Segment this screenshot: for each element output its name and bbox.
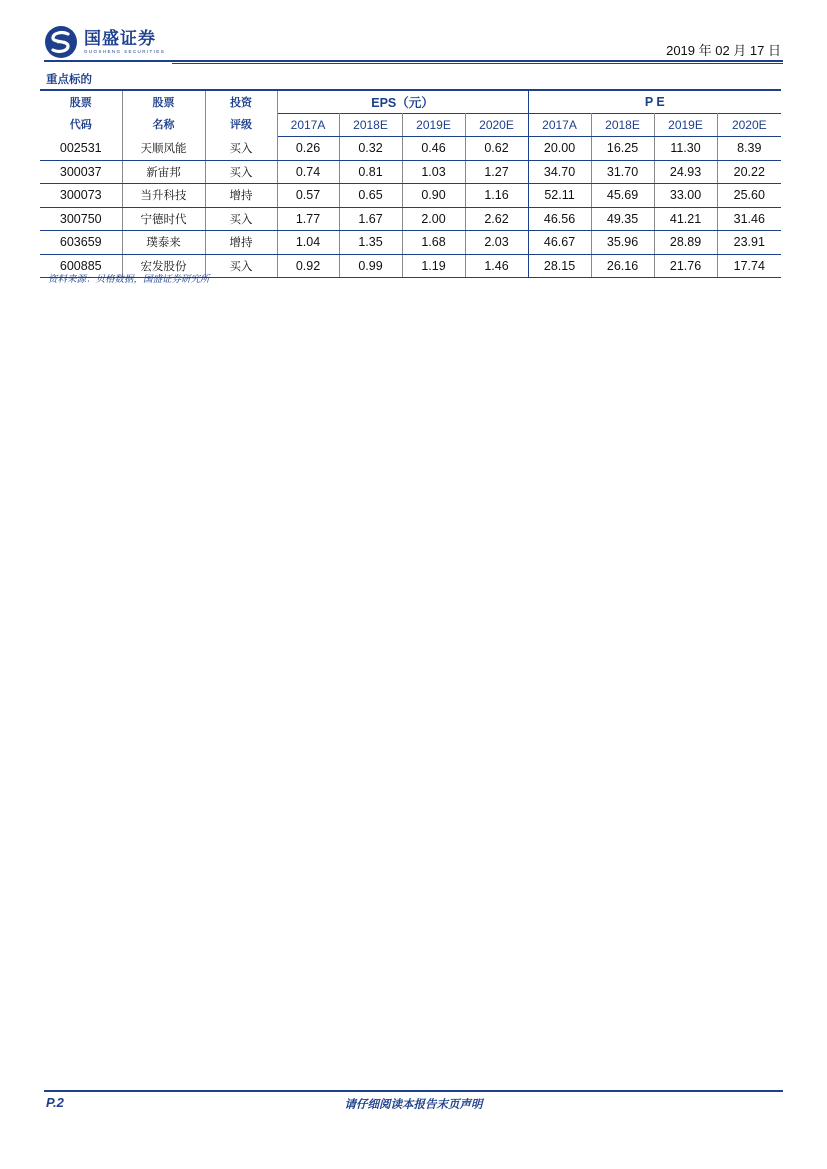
table-row <box>40 137 781 161</box>
pe-value: 20.22 <box>717 160 781 184</box>
footer-divider <box>44 1090 783 1092</box>
source-note: 资料来源：贝格数据，国盛证券研究所 <box>48 274 210 285</box>
pe-year-header: 2017A <box>528 114 591 137</box>
company-logo <box>44 24 165 60</box>
table-row <box>40 184 781 208</box>
eps-value: 0.81 <box>339 160 402 184</box>
pe-value: 20.00 <box>528 137 591 161</box>
pe-year-header: 2020E <box>717 114 781 137</box>
eps-value: 1.27 <box>465 160 528 184</box>
eps-value: 0.65 <box>339 184 402 208</box>
eps-value: 0.26 <box>277 137 339 161</box>
stock-rating: 买入 <box>205 254 277 278</box>
stock-code: 603659 <box>40 231 122 255</box>
pe-value: 8.39 <box>717 137 781 161</box>
eps-value: 1.35 <box>339 231 402 255</box>
eps-value: 1.77 <box>277 207 339 231</box>
pe-value: 34.70 <box>528 160 591 184</box>
pe-year-header: 2018E <box>591 114 654 137</box>
eps-value: 0.32 <box>339 137 402 161</box>
stock-rating: 增持 <box>205 231 277 255</box>
pe-year-header: 2019E <box>654 114 717 137</box>
eps-year-header: 2019E <box>402 114 465 137</box>
table-row <box>40 231 781 255</box>
stock-name: 天顺风能 <box>122 137 205 161</box>
pe-value: 33.00 <box>654 184 717 208</box>
eps-value: 0.99 <box>339 254 402 278</box>
stock-rating: 买入 <box>205 160 277 184</box>
pe-value: 35.96 <box>591 231 654 255</box>
eps-group-header: EPS（元） <box>277 90 528 114</box>
pe-value: 31.46 <box>717 207 781 231</box>
pe-value: 46.67 <box>528 231 591 255</box>
header-row-1 <box>40 90 781 114</box>
stock-rating: 增持 <box>205 184 277 208</box>
eps-value: 2.03 <box>465 231 528 255</box>
stock-name: 璞泰来 <box>122 231 205 255</box>
code-header: 股票 代码 <box>40 90 122 137</box>
eps-value: 1.46 <box>465 254 528 278</box>
eps-value: 2.00 <box>402 207 465 231</box>
stock-name: 新宙邦 <box>122 160 205 184</box>
eps-value: 0.74 <box>277 160 339 184</box>
eps-value: 0.57 <box>277 184 339 208</box>
logo-wordmark: 国盛证券 <box>84 29 156 49</box>
footer-disclaimer: 请仔细阅读本报告末页声明 <box>344 1097 483 1111</box>
table-row <box>40 207 781 231</box>
eps-year-header: 2020E <box>465 114 528 137</box>
pe-value: 21.76 <box>654 254 717 278</box>
stock-code: 300037 <box>40 160 122 184</box>
stock-rating: 买入 <box>205 207 277 231</box>
pe-value: 11.30 <box>654 137 717 161</box>
stock-rating: 买入 <box>205 137 277 161</box>
stock-code: 300750 <box>40 207 122 231</box>
pe-value: 41.21 <box>654 207 717 231</box>
pe-value: 28.15 <box>528 254 591 278</box>
stock-name: 宏发股份 <box>122 254 205 278</box>
page-number: P.2 <box>46 1095 64 1110</box>
pe-value: 23.91 <box>717 231 781 255</box>
header-divider-thin <box>172 63 783 64</box>
pe-value: 46.56 <box>528 207 591 231</box>
stock-name: 宁德时代 <box>122 207 205 231</box>
eps-year-header: 2017A <box>277 114 339 137</box>
stock-code: 300073 <box>40 184 122 208</box>
key-stocks-table <box>40 89 781 278</box>
pe-value: 49.35 <box>591 207 654 231</box>
pe-value: 45.69 <box>591 184 654 208</box>
pe-value: 52.11 <box>528 184 591 208</box>
pe-value: 25.60 <box>717 184 781 208</box>
rating-header: 投资 评级 <box>205 90 277 137</box>
eps-value: 1.03 <box>402 160 465 184</box>
section-title: 重点标的 <box>46 72 92 86</box>
logo-subtext: GUOSHENG SECURITIES <box>84 49 166 54</box>
eps-value: 0.62 <box>465 137 528 161</box>
eps-value: 1.19 <box>402 254 465 278</box>
name-header: 股票 名称 <box>122 90 205 137</box>
pe-value: 17.74 <box>717 254 781 278</box>
eps-value: 0.46 <box>402 137 465 161</box>
logo-icon <box>44 25 78 59</box>
eps-value: 0.92 <box>277 254 339 278</box>
eps-year-header: 2018E <box>339 114 402 137</box>
report-date: 2019 年 02 月 17 日 <box>666 43 781 58</box>
eps-value: 2.62 <box>465 207 528 231</box>
pe-value: 28.89 <box>654 231 717 255</box>
stock-name: 当升科技 <box>122 184 205 208</box>
eps-value: 1.68 <box>402 231 465 255</box>
pe-value: 31.70 <box>591 160 654 184</box>
eps-value: 1.16 <box>465 184 528 208</box>
eps-value: 1.04 <box>277 231 339 255</box>
eps-value: 1.67 <box>339 207 402 231</box>
stock-code: 600885 <box>40 254 122 278</box>
stock-code: 002531 <box>40 137 122 161</box>
eps-value: 0.90 <box>402 184 465 208</box>
pe-value: 16.25 <box>591 137 654 161</box>
pe-group-header: P E <box>528 90 781 114</box>
table-row <box>40 160 781 184</box>
header-divider <box>44 60 783 62</box>
pe-value: 24.93 <box>654 160 717 184</box>
pe-value: 26.16 <box>591 254 654 278</box>
